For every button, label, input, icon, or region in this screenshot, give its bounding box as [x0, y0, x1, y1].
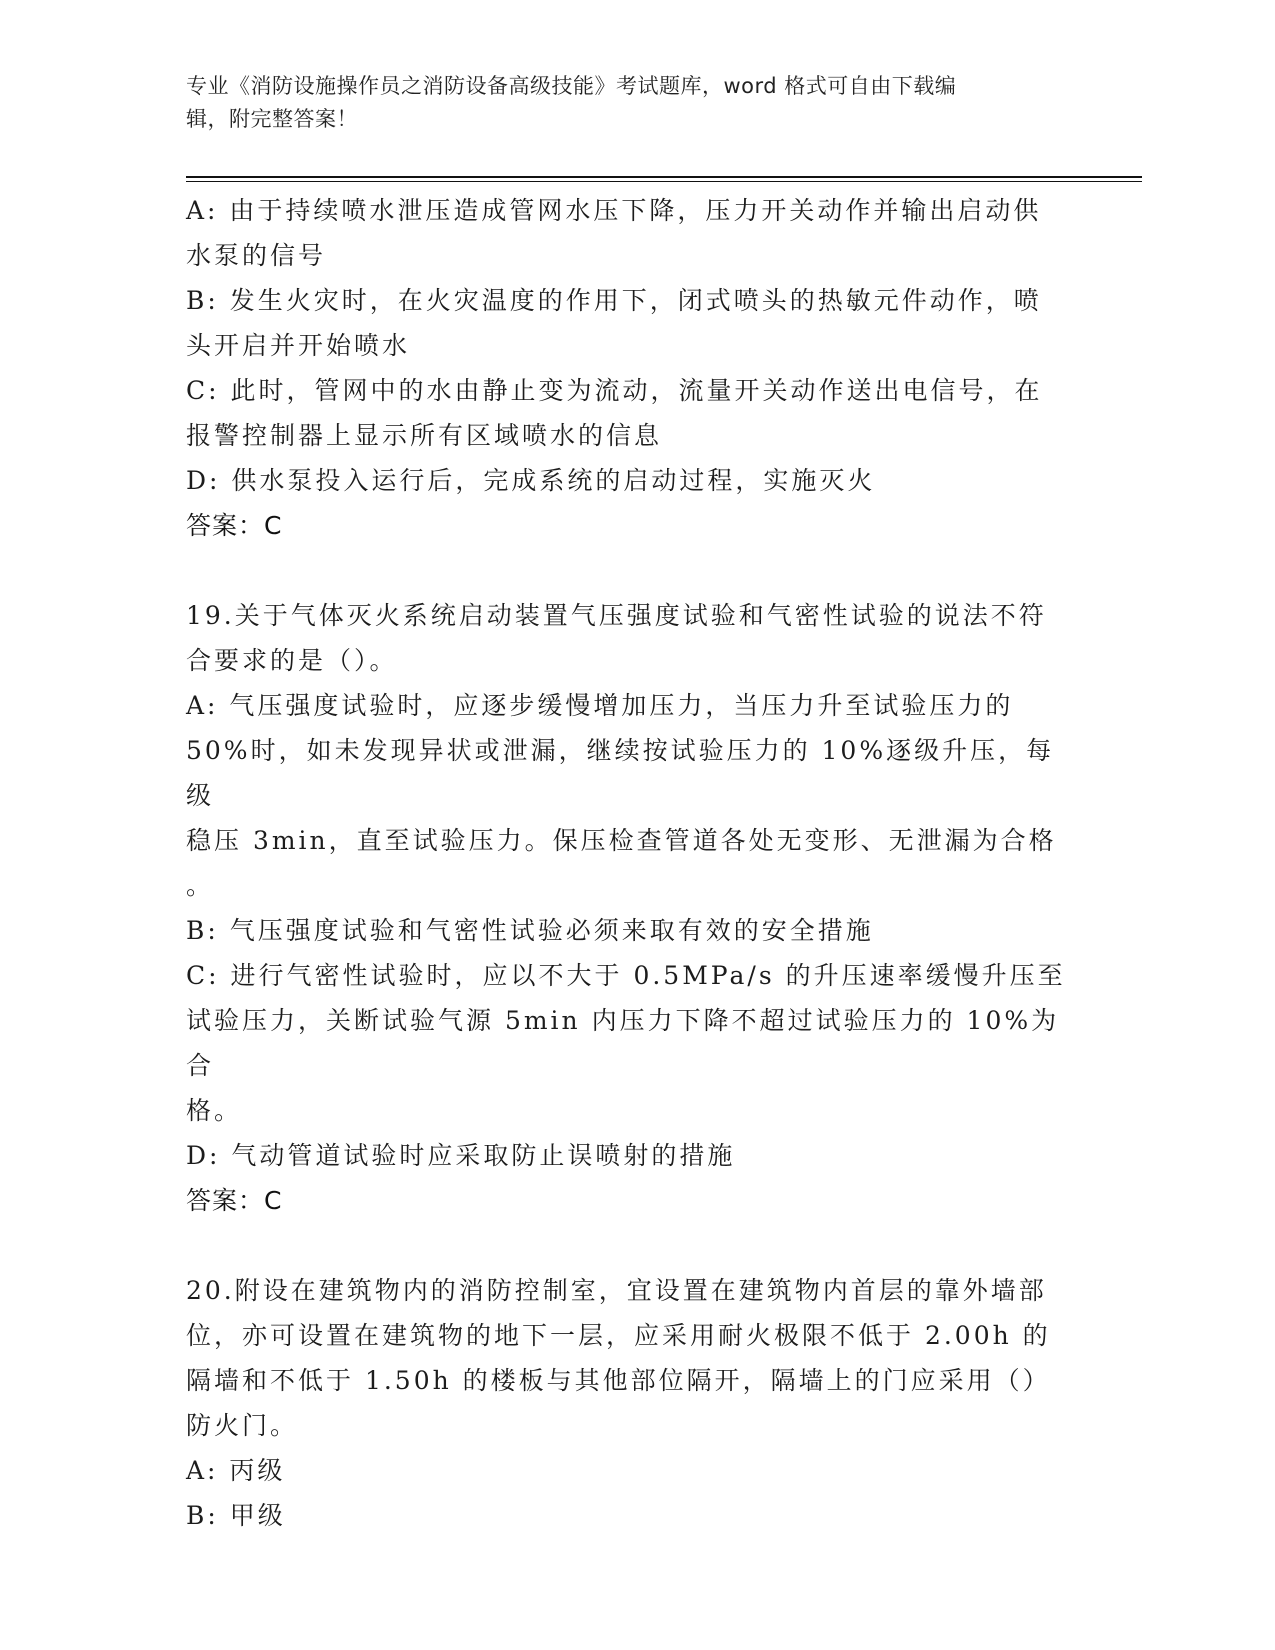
- question-spacer: [186, 1223, 1066, 1268]
- option-line: D: 供水泵投入运行后，完成系统的启动过程，实施灭火: [186, 466, 876, 495]
- header-divider-thick: [186, 176, 1142, 178]
- question-line: 20.附设在建筑物内的消防控制室，宜设置在建筑物内首层的靠外墙部: [186, 1276, 1047, 1305]
- q18-option-d: [186, 458, 1066, 503]
- question-line: 合要求的是（）。: [186, 646, 398, 675]
- option-line: B: 气压强度试验和气密性试验必须来取有效的安全措施: [186, 916, 874, 945]
- option-line: 。: [186, 871, 215, 900]
- q19-option-a: [186, 683, 1066, 908]
- option-line: B: 甲级: [186, 1501, 286, 1530]
- question-content: [186, 188, 1066, 1538]
- q18-option-c: [186, 368, 1066, 458]
- option-line: D: 气动管道试验时应采取防止误喷射的措施: [186, 1141, 736, 1170]
- q19-question: [186, 593, 1066, 683]
- q20-option-b: [186, 1493, 1066, 1538]
- header-divider-thin: [186, 181, 1142, 182]
- q18-answer: 答案：C: [186, 511, 283, 540]
- option-line: C: 此时，管网中的水由静止变为流动，流量开关动作送出电信号，在: [186, 376, 1043, 405]
- option-line: A: 丙级: [186, 1456, 286, 1485]
- header-line-1: 专业《消防设施操作员之消防设备高级技能》考试题库，word 格式可自由下载编: [186, 74, 957, 98]
- option-line: B: 发生火灾时，在火灾温度的作用下，闭式喷头的热敏元件动作，喷: [186, 286, 1042, 315]
- question-line: 防火门。: [186, 1411, 299, 1440]
- question-line: 隔墙和不低于 1.50h 的楼板与其他部位隔开，隔墙上的门应采用（）: [186, 1366, 1051, 1395]
- option-line: 稳压 3min，直至试验压力。保压检查管道各处无变形、无泄漏为合格: [186, 826, 1057, 855]
- q19-option-d: [186, 1133, 1066, 1178]
- option-line: 格。: [186, 1096, 243, 1125]
- q18-option-a: [186, 188, 1066, 278]
- q18-option-b: [186, 278, 1066, 368]
- question-line: 19.关于气体灭火系统启动装置气压强度试验和气密性试验的说法不符: [186, 601, 1047, 630]
- option-line: 报警控制器上显示所有区域喷水的信息: [186, 421, 663, 450]
- header-line-2: 辑，附完整答案！: [186, 107, 358, 131]
- q19-option-b: [186, 908, 1066, 953]
- option-line: C: 进行气密性试验时，应以不大于 0.5MPa/s 的升压速率缓慢升压至: [186, 961, 1066, 990]
- q20-option-a: [186, 1448, 1066, 1493]
- option-line: 试验压力，关断试验气源 5min 内压力下降不超过试验压力的 10%为合: [186, 1006, 1060, 1080]
- question-line: 位，亦可设置在建筑物的地下一层，应采用耐火极限不低于 2.00h 的: [186, 1321, 1051, 1350]
- option-line: 头开启并开始喷水: [186, 331, 411, 360]
- document-header: [186, 70, 1066, 136]
- option-line: 水泵的信号: [186, 241, 327, 270]
- q19-option-c: [186, 953, 1066, 1133]
- option-line: A: 气压强度试验时，应逐步缓慢增加压力，当压力升至试验压力的: [186, 691, 1014, 720]
- option-line: A: 由于持续喷水泄压造成管网水压下降，压力开关动作并输出启动供: [186, 196, 1042, 225]
- q19-answer: 答案：C: [186, 1186, 283, 1215]
- option-line: 50%时，如未发现异状或泄漏，继续按试验压力的 10%逐级升压，每级: [186, 736, 1055, 810]
- question-spacer: [186, 548, 1066, 593]
- q20-question: [186, 1268, 1066, 1448]
